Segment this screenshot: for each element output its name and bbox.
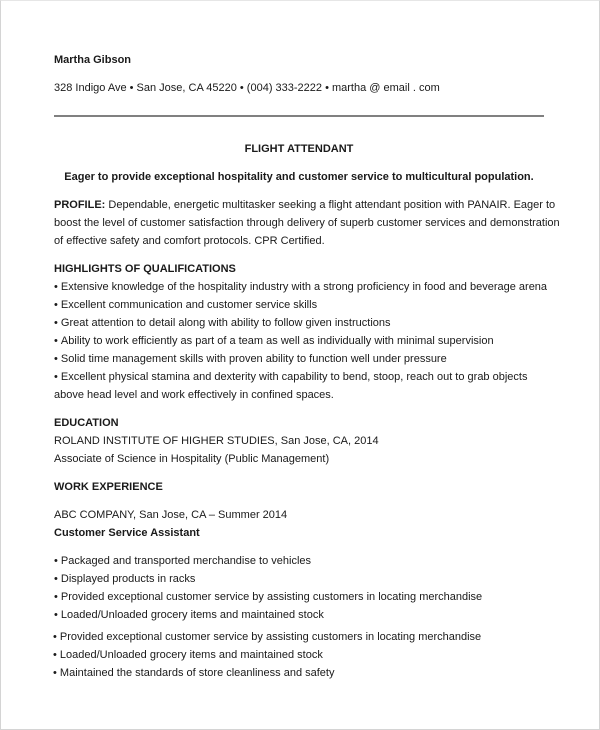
work-heading: WORK EXPERIENCE bbox=[54, 481, 163, 493]
list-item: • Excellent communication and customer service skills bbox=[54, 299, 317, 312]
list-item: • Extensive knowledge of the hospitality industry with a strong proficiency in food and beverage arena bbox=[54, 281, 547, 294]
education-degree: Associate of Science in Hospitality (Public Management) bbox=[54, 453, 330, 465]
list-item: • Maintained the standards of store cleanliness and safety bbox=[53, 667, 334, 680]
list-item: • Loaded/Unloaded grocery items and maintained stock bbox=[54, 609, 324, 622]
work-role: Customer Service Assistant bbox=[54, 527, 200, 539]
list-item: • Displayed products in racks bbox=[54, 573, 195, 586]
education-heading: EDUCATION bbox=[54, 417, 119, 429]
list-item: • Excellent physical stamina and dexterity with capability to bend, stoop, reach out to grab objects bbox=[54, 371, 527, 384]
job-title: FLIGHT ATTENDANT bbox=[244, 143, 354, 155]
candidate-name: Martha Gibson bbox=[54, 54, 132, 66]
list-item: • Great attention to detail along with ability to follow given instructions bbox=[54, 317, 391, 330]
profile-line-2: boost the level of customer satisfaction through delivery of superb customer services and demonstration bbox=[54, 217, 560, 229]
list-item: • Solid time management skills with proven ability to function well under pressure bbox=[54, 353, 447, 366]
list-item: • Loaded/Unloaded grocery items and maintained stock bbox=[53, 649, 323, 662]
education-school: ROLAND INSTITUTE OF HIGHER STUDIES, San Jose, CA, 2014 bbox=[54, 435, 379, 447]
work-company: ABC COMPANY, San Jose, CA – Summer 2014 bbox=[54, 509, 288, 521]
list-item: • Packaged and transported merchandise to vehicles bbox=[54, 555, 311, 568]
list-item: • Ability to work efficiently as part of a team as well as individually with minimal supervision bbox=[54, 335, 494, 348]
list-item: • Provided exceptional customer service by assisting customers in locating merchandise bbox=[53, 631, 481, 644]
contact-line: 328 Indigo Ave • San Jose, CA 45220 • (004) 333-2222 • martha @ email . com bbox=[54, 82, 440, 94]
profile-text: Dependable, energetic multitasker seeking a flight attendant position with PANAIR. Eager to bbox=[105, 199, 556, 211]
header-divider bbox=[54, 115, 544, 117]
list-item: • Provided exceptional customer service by assisting customers in locating merchandise bbox=[54, 591, 482, 604]
qualifications-heading: HIGHLIGHTS OF QUALIFICATIONS bbox=[54, 263, 236, 275]
list-item-continuation: above head level and work effectively in confined spaces. bbox=[54, 389, 334, 401]
profile-line-3: of effective safety and comfort protocols. CPR Certified. bbox=[54, 235, 325, 247]
profile-label: PROFILE: bbox=[54, 199, 106, 211]
profile-line-1 bbox=[54, 199, 555, 212]
tagline: Eager to provide exceptional hospitality and customer service to multicultural population. bbox=[64, 171, 534, 183]
